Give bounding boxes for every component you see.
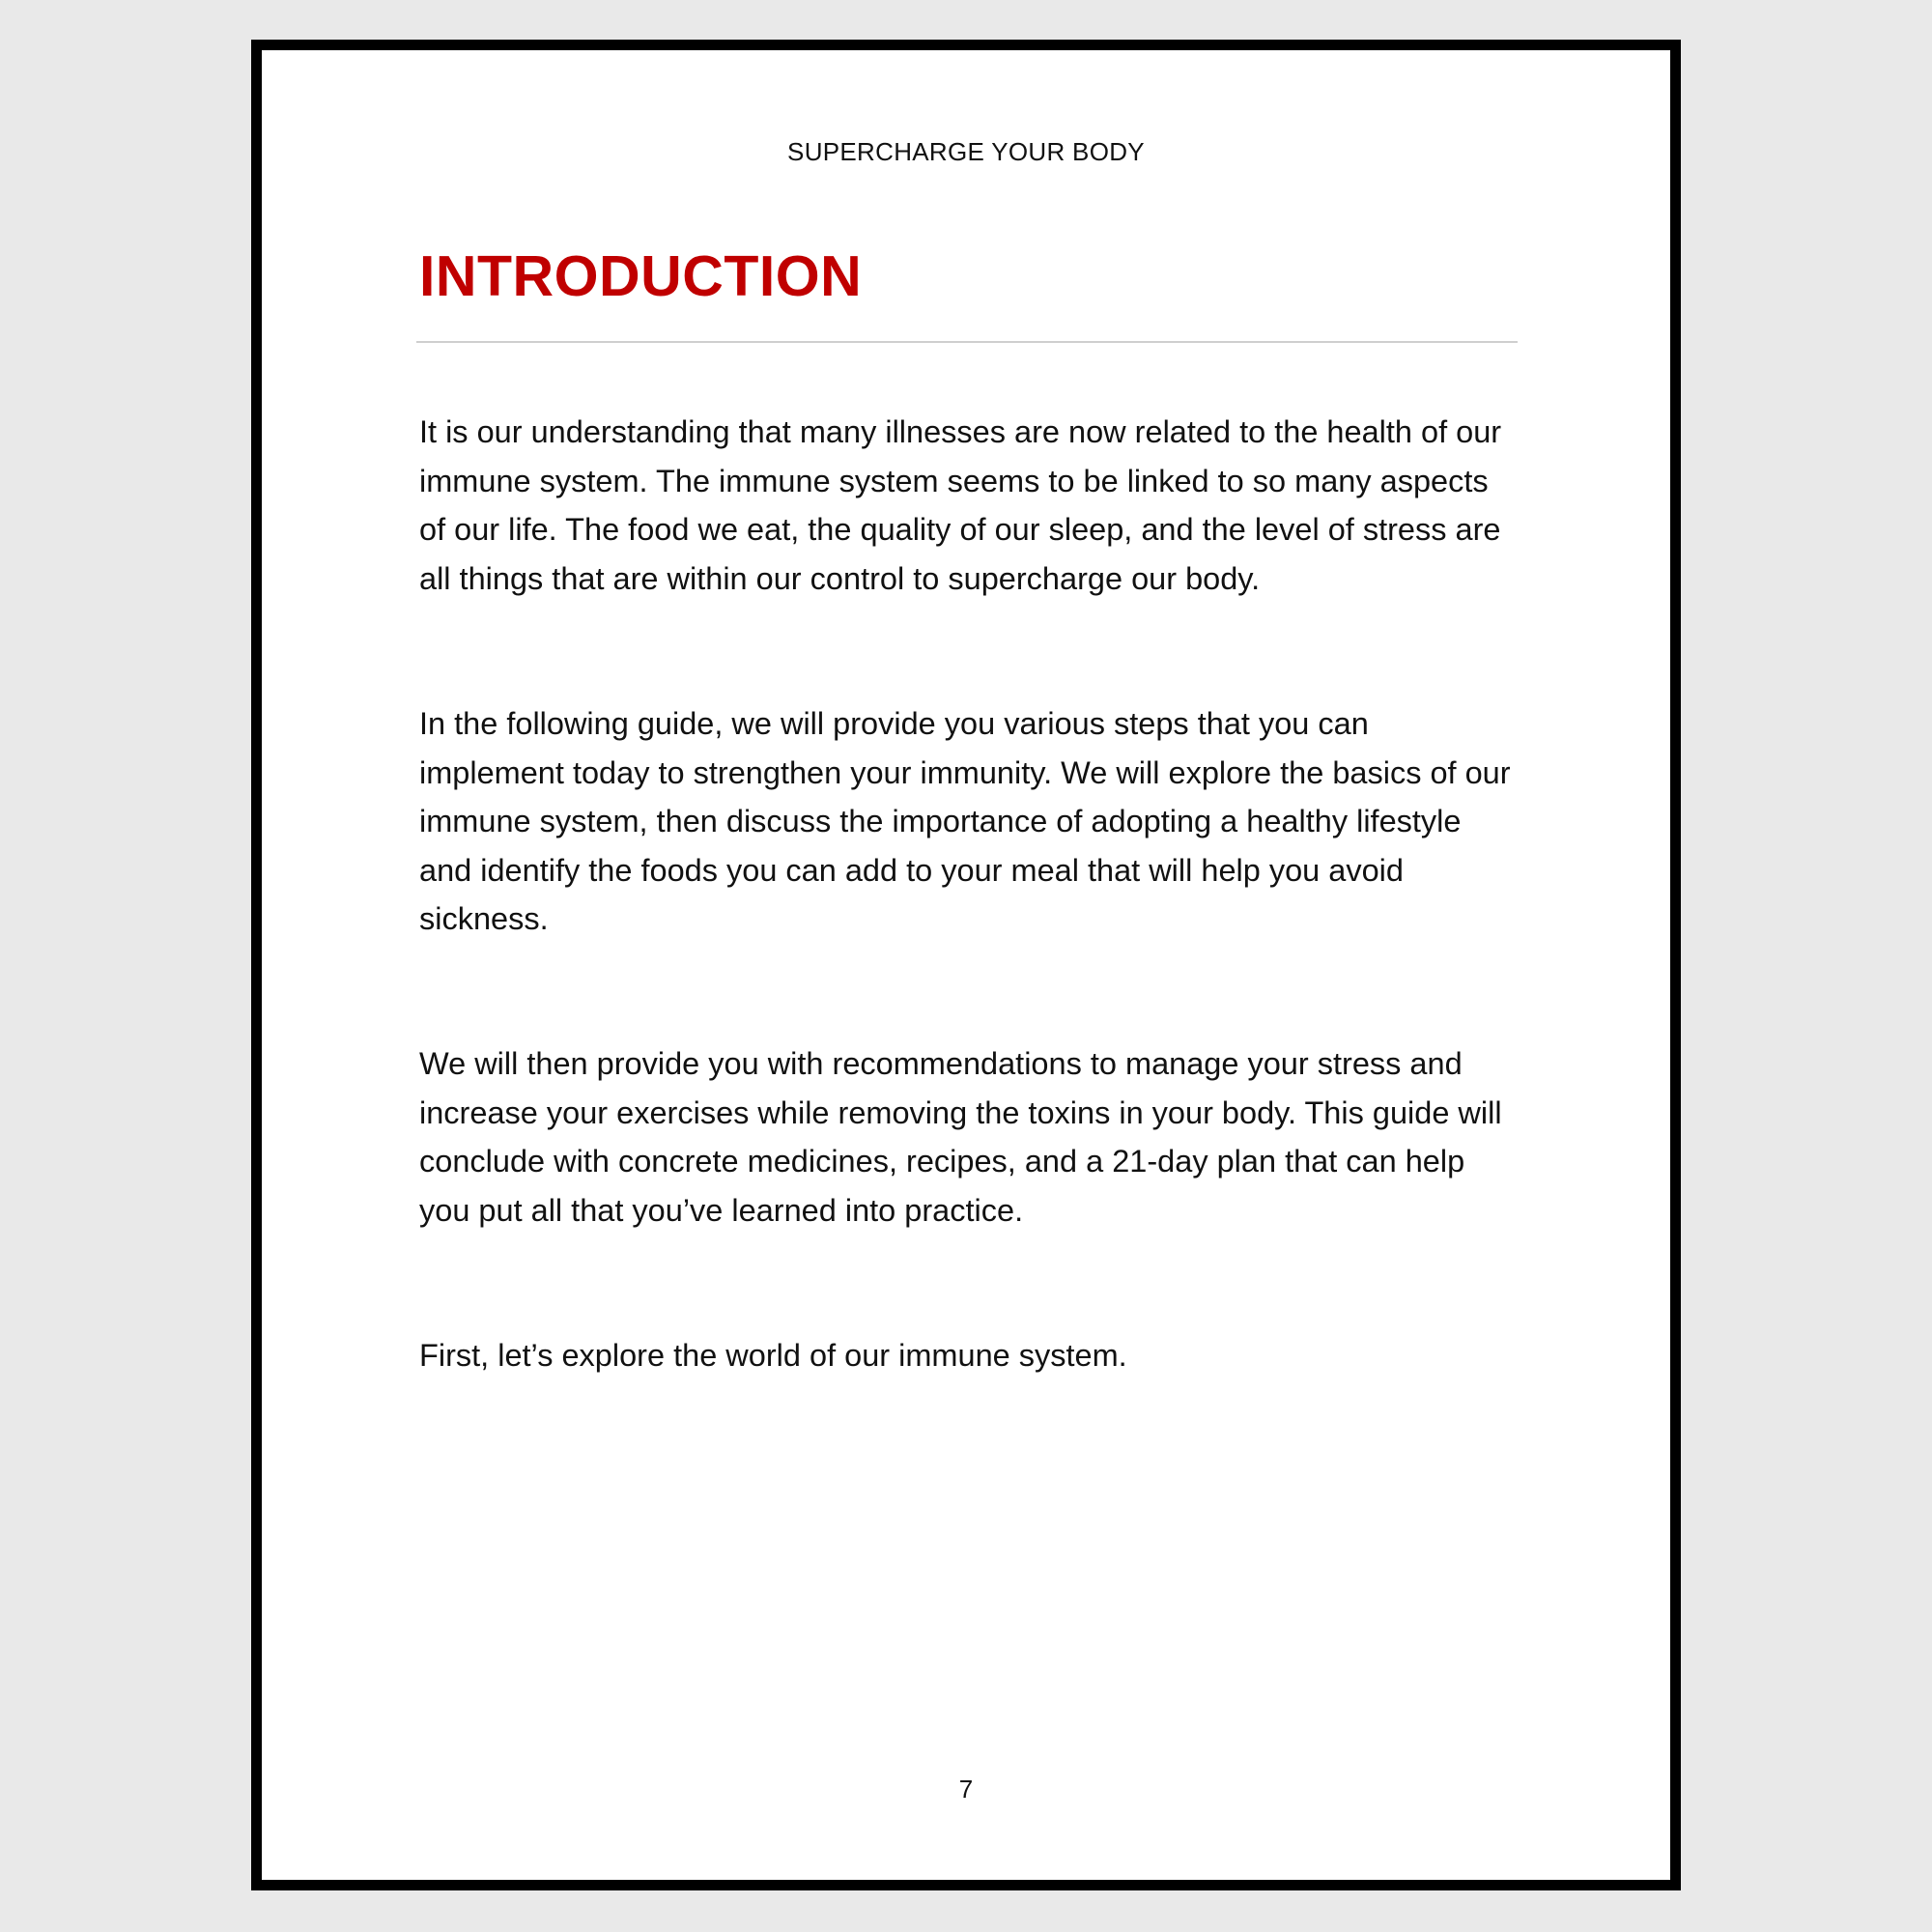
page-title: INTRODUCTION: [419, 244, 863, 308]
paragraph-recommendations: We will then provide you with recommendations to manage your stress and increase your exercises while removing the toxins in your body. This guide will conclude with concrete medicines, recipes, and a 21-day plan that can help you put all that you’ve learned into practice.: [419, 1046, 1502, 1228]
paragraph-guide-overview: In the following guide, we will provide you various steps that you can implement today to strengthen your immunity. We will explore the basics of our immune system, then discuss the importance of adopting a healthy lifestyle and identify the foods you can add to your meal that will help you avoid sickness.: [419, 706, 1511, 936]
title-divider: [416, 341, 1518, 343]
paragraph-closing: First, let’s explore the world of our immune system.: [419, 1338, 1127, 1373]
document-page: [251, 40, 1681, 1890]
running-header: SUPERCHARGE YOUR BODY: [787, 137, 1145, 166]
paragraph-intro: It is our understanding that many illnesses are now related to the health of our immune system. The immune system seems to be linked to so many aspects of our life. The food we eat, the quality of our sleep, and the level of stress are all things that are within our control to supercharge our body.: [419, 414, 1502, 596]
page-number: 7: [958, 1775, 974, 1804]
